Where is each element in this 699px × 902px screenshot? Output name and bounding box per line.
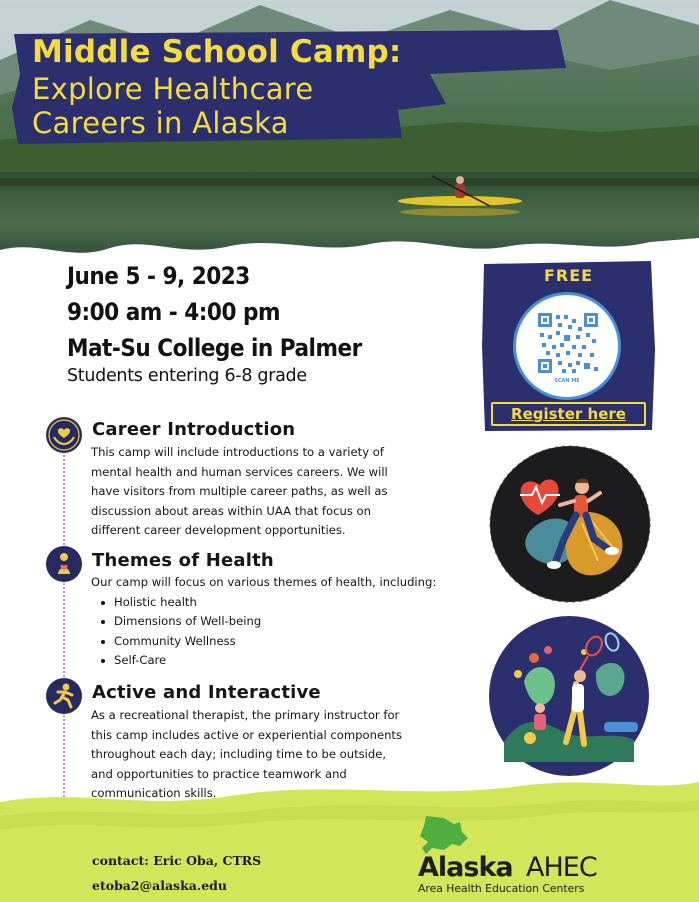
heart-hands-icon [46,417,82,453]
section-body-career [91,443,388,541]
body-line: and opportunities to practice teamwork and [91,766,347,781]
list-item: Self-Care [91,651,436,671]
body-line: this camp includes active or experiential components [91,727,403,742]
title-line-3: Careers in Alaska [32,106,289,140]
section-icon-health [46,546,82,582]
health-themes-list [91,593,436,671]
section-title-active: Active and Interactive [92,682,321,703]
body-line: have visitors from multiple career paths, as well as [91,484,388,498]
scan-me-caption: SCAN ME [554,378,580,384]
section-body-health [91,573,436,671]
title-line-2: Explore Healthcare [32,72,314,106]
event-grades: Students entering 6-8 grade [67,366,307,386]
body-line: communication skills. [91,786,217,800]
free-label: FREE [543,266,594,285]
event-location: Mat-Su College in Palmer [67,334,362,362]
section-title-career: Career Introduction [92,419,296,440]
body-line: mental health and human services careers. We will [91,464,388,479]
event-details [67,258,362,386]
alaska-ahec-logo [418,816,658,896]
logo-subtitle: Area Health Education Centers [418,882,585,895]
contact-info [92,848,261,898]
body-line: different career development opportunities. [91,523,346,537]
section-intro: Our camp will focus on various themes of health, including: [91,575,437,589]
event-dates: June 5 - 9, 2023 [67,262,250,290]
section-icon-career [46,417,82,453]
sports-activities-icon [484,612,654,780]
hero-landscape [0,0,699,272]
body-line: discussion about areas within UAA that focus on [91,503,371,518]
event-time: 9:00 am - 4:00 pm [67,298,280,326]
register-here-link[interactable]: Register here [491,402,646,426]
logo-word-ahec: AHEC [526,852,597,883]
qr-code-icon [538,313,598,373]
list-item: Community Wellness [91,632,436,652]
list-item: Dimensions of Well-being [91,612,436,632]
contact-name: contact: Eric Oba, CTRS [92,853,262,868]
body-line: This camp will include introductions to a variety of [91,445,384,459]
section-icon-active [46,678,82,714]
section-title-health: Themes of Health [92,550,274,571]
qr-code[interactable] [513,292,621,400]
runner-heart-icon [486,443,654,605]
body-line: As a recreational therapist, the primary instructor for [91,708,400,722]
registration-box [481,260,656,432]
sports-illustration [484,612,654,780]
person-heart-icon [46,546,82,582]
contact-email[interactable]: etoba2@alaska.edu [92,878,227,893]
body-line: throughout each day; including time to be outside, [91,747,387,761]
runner-illustration [486,443,654,605]
section-timeline-divider [63,432,65,812]
logo-word-alaska: Alaska [418,852,513,883]
list-item: Holistic health [91,593,436,613]
footer [0,770,699,902]
title-banner [10,28,570,148]
title-line-1: Middle School Camp: [32,34,402,70]
running-person-icon [46,678,82,714]
